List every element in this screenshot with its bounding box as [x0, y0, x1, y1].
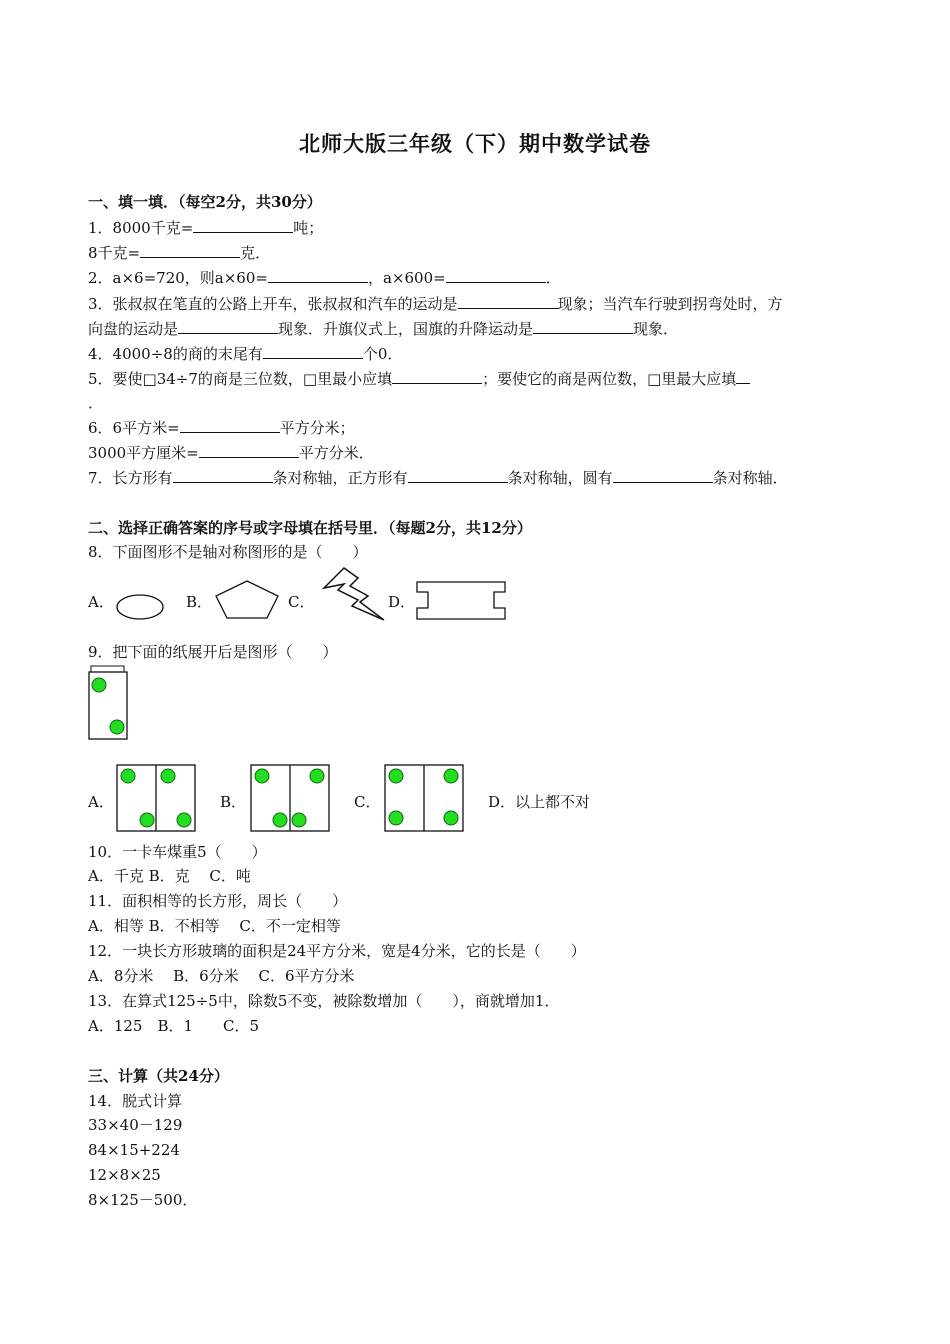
section-1-heading: 一、填一填．（每空2分，共30分） — [88, 193, 322, 211]
q5-line-1: 5．要使□34÷7的商是三位数，□里最小应填 ；要使它的商是两位数，□里最大应填 — [88, 369, 750, 389]
section-3-heading: 三、计算（共24分） — [88, 1067, 229, 1085]
notched-rectangle-shape — [414, 580, 508, 622]
answer-blank[interactable] — [193, 218, 293, 233]
answer-blank[interactable] — [178, 319, 278, 334]
q14-stem: 14．脱式计算 — [88, 1092, 183, 1110]
q9-option-b-label[interactable]: B． — [220, 793, 247, 811]
answer-blank[interactable] — [268, 268, 368, 283]
answer-blank[interactable] — [533, 319, 633, 334]
q7-line: 7．长方形有 条对称轴，正方形有 条对称轴，圆有 条对称轴． — [88, 469, 788, 487]
q11-stem: 11．面积相等的长方形，周长（ ） — [88, 892, 348, 910]
unfolded-figure-c — [384, 764, 466, 834]
q8-option-a-label[interactable]: A． — [88, 593, 114, 611]
q3-line-2: 向盘的运动是 现象．升旗仪式上，国旗的升降运动是 现象． — [88, 320, 679, 338]
q14-expression-2: 84×15+224 — [88, 1141, 180, 1159]
q2-line: 2．a×6=720，则a×60= ，a×600= ． — [88, 269, 561, 287]
answer-blank[interactable] — [458, 294, 558, 309]
q8-option-d-label[interactable]: D． — [388, 593, 416, 611]
q6-line-b: 3000平方厘米= 平方分米． — [88, 444, 374, 462]
q12-stem: 12．一块长方形玻璃的面积是24平方分米，宽是4分米，它的长是（ ） — [88, 942, 586, 960]
folded-paper-figure — [88, 664, 130, 742]
answer-blank[interactable] — [736, 369, 750, 384]
q12-options[interactable]: A．8分米 B．6分米 C．6平方分米 — [88, 967, 355, 985]
q13-stem: 13．在算式125÷5中，除数5不变，被除数增加（ ），商就增加1． — [88, 992, 560, 1010]
q14-expression-1: 33×40－129 — [88, 1116, 183, 1134]
q8-stem: 8．下面图形不是轴对称图形的是（ ） — [88, 543, 368, 561]
answer-blank[interactable] — [173, 468, 273, 483]
q1-line-b: 8千克= 克． — [88, 244, 271, 262]
q14-expression-3: 12×8×25 — [88, 1166, 161, 1184]
q14-expression-4: 8×125－500． — [88, 1191, 198, 1209]
answer-blank[interactable] — [199, 443, 299, 458]
q8-option-c-label[interactable]: C． — [288, 593, 315, 611]
section-2-heading: 二、选择正确答案的序号或字母填在括号里．（每题2分，共12分） — [88, 519, 532, 537]
page-title: 北师大版三年级（下）期中数学试卷 — [299, 131, 651, 156]
q4-line: 4．4000÷8的商的末尾有 个0． — [88, 345, 403, 363]
q6-line-a: 6．6平方米= 平方分米； — [88, 419, 355, 437]
q3-line-1: 3．张叔叔在笔直的公路上开车，张叔叔和汽车的运动是 现象；当汽车行驶到拐弯处时，方 — [88, 295, 783, 313]
q11-options[interactable]: A．相等 B．不相等 C．不一定相等 — [88, 917, 341, 935]
answer-blank[interactable] — [180, 418, 280, 433]
q9-option-c-label[interactable]: C． — [354, 793, 381, 811]
q10-stem: 10．一卡车煤重5（ ） — [88, 843, 267, 861]
answer-blank[interactable] — [263, 344, 363, 359]
q9-option-d-label[interactable]: D．以上都不对 — [488, 793, 591, 811]
q13-options[interactable]: A．125 B．1 C．5 — [88, 1017, 260, 1035]
answer-blank[interactable] — [408, 468, 508, 483]
unfolded-figure-b — [250, 764, 332, 834]
q5-line-2: ． — [88, 394, 104, 412]
unfolded-figure-a — [116, 764, 198, 834]
ellipse-shape — [114, 592, 166, 622]
q9-stem: 9．把下面的纸展开后是图形（ ） — [88, 643, 338, 661]
answer-blank[interactable] — [392, 369, 482, 384]
lightning-bolt-shape — [314, 566, 386, 622]
pentagon-shape — [212, 578, 282, 622]
answer-blank[interactable] — [446, 268, 546, 283]
answer-blank[interactable] — [140, 243, 240, 258]
q8-option-b-label[interactable]: B． — [186, 593, 213, 611]
q1-line-a: 1．8000千克= 吨； — [88, 219, 324, 237]
q9-option-a-label[interactable]: A． — [88, 793, 114, 811]
q10-options[interactable]: A．千克 B．克 C．吨 — [88, 867, 251, 885]
answer-blank[interactable] — [613, 468, 713, 483]
